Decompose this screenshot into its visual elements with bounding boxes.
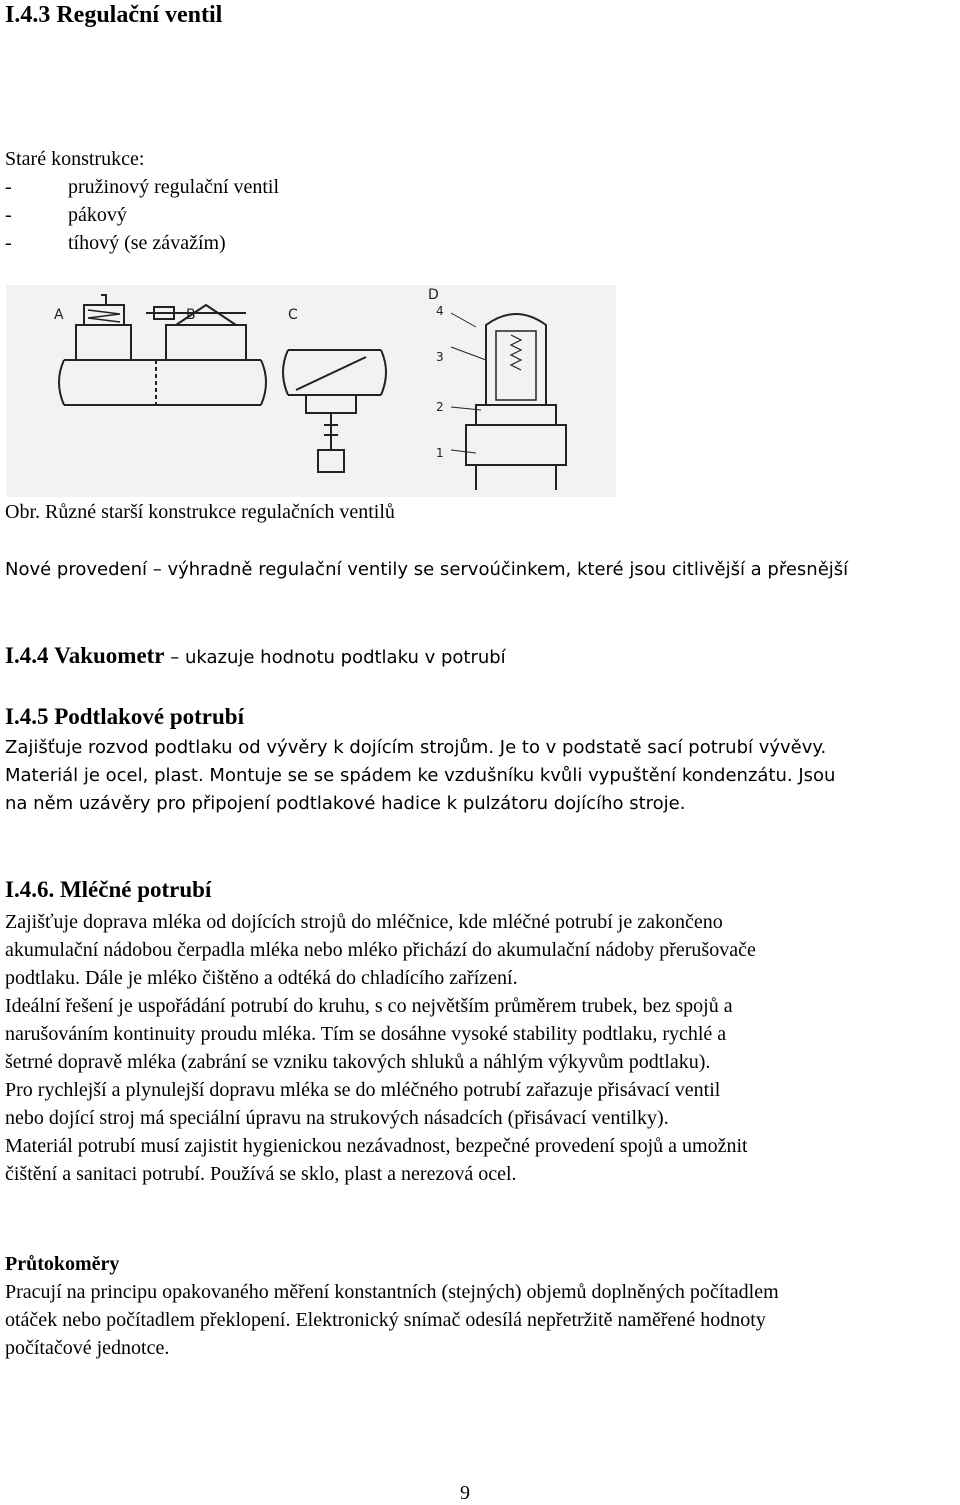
new-construction-text: Nové provedení – výhradně regulační ventily se servoúčinkem, které jsou citlivější a přesnější (5, 559, 849, 580)
label-2: 2 (436, 400, 444, 414)
label-c: C (288, 307, 298, 323)
old-constructions-title: Staré konstrukce: (5, 148, 145, 170)
label-d: D (428, 287, 439, 303)
section-heading-regulacni-ventil: I.4.3 Regulační ventil (5, 2, 223, 28)
label-4: 4 (436, 304, 444, 318)
section-heading-mlecne-potrubi: I.4.6. Mléčné potrubí (5, 877, 212, 902)
valve-diagram-figure (6, 285, 616, 497)
figure-caption: Obr. Různé starší konstrukce regulačních ventilů (5, 501, 395, 523)
section-heading-prutokomery: Průtokoměry (5, 1253, 120, 1275)
label-3: 3 (436, 350, 444, 364)
list-item: - tíhový (se závažím) (5, 232, 226, 254)
label-a: A (54, 307, 64, 323)
list-item: - pákový (5, 204, 127, 226)
section-heading-podtlakove-potrubi: I.4.5 Podtlakové potrubí (5, 704, 244, 729)
old-constructions-block (5, 145, 279, 257)
podtlakove-paragraph: Zajišťuje rozvod podtlaku od vývěry k dojícím strojům. Je to v podstatě sací potrubí vývěvy. Materiál je ocel, plast. Montuje se se spádem ke vzdušníku kvůli vypuštění kondenzátu. Jsou na něm uzávěry pro připojení podtlakové hadice k pulzátoru dojícího stroje. (5, 737, 836, 814)
valve-drawing (6, 285, 616, 497)
section-heading-vakuometr: I.4.4 Vakuometr – ukazuje hodnotu podtlaku v potrubí (5, 643, 506, 668)
list-item: - pružinový regulační ventil (5, 176, 280, 198)
mlecne-paragraph: Zajišťuje doprava mléka od dojících strojů do mléčnice, kde mléčné potrubí je zakončeno akumulační nádobou čerpadla mléka nebo mléko přichází do akumulační nádoby přerušovače podtlaku. Dále je mléko čištěno a odtéká do chladícího zařízení. Ideální řešení je uspořádání potrubí do kruhu, s co největším průměrem trubek, bez spojů a narušováním kontinuity proudu mléka. Tím se dosáhne vysoké stability podtlaku, rychlé a šetrné dopravě mléka (zabrání se vzniku takových shluků a náhlým výkyvům podtlaku). Pro rychlejší a plynulejší dopravu mléka se do mléčného potrubí zařazuje přisávací ventil nebo dojící stroj má speciální úpravu na strukových násadcích (přisávací ventilky). Materiál potrubí musí zajistit hygienickou nezávadnost, bezpečné provedení spojů a umožnit čištění a sanitaci potrubí. Používá se sklo, plast a nerezová ocel. (5, 911, 756, 1185)
prutokomery-paragraph: Pracují na principu opakovaného měření konstantních (stejných) objemů doplněných počítadlem otáček nebo počítadlem překlopení. Elektronický snímač odesílá nepřetržitě naměřené hodnoty počítačové jednotce. (5, 1281, 779, 1359)
page-number: 9 (460, 1482, 470, 1504)
label-1: 1 (436, 446, 444, 460)
label-b: B (186, 307, 196, 323)
